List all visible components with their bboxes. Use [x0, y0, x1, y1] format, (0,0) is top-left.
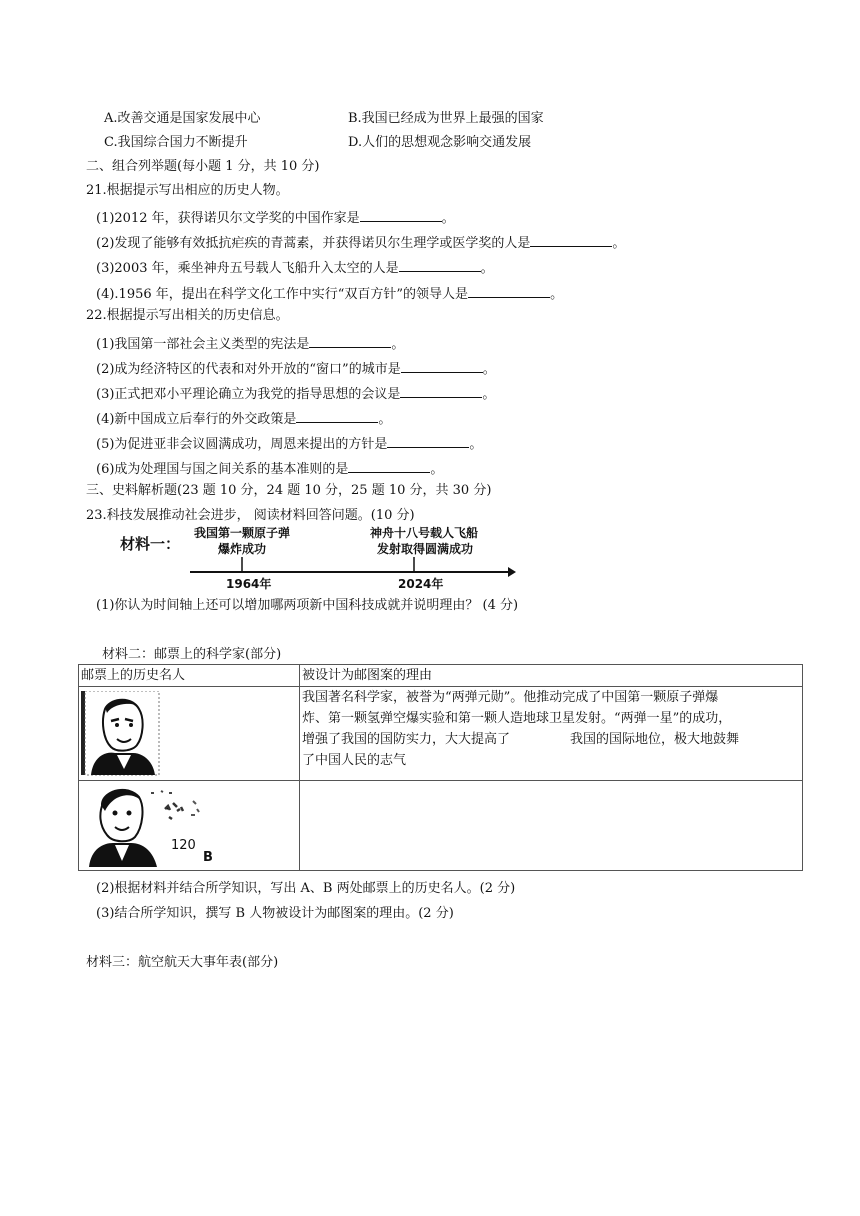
section2-heading: 二、组合列举题(每小题 1 分，共 10 分) — [86, 159, 320, 174]
q21-item-4: (4).1956 年，提出在科学文化工作中实行“双百方针”的领导人是 。 — [96, 283, 563, 304]
answer-blank[interactable] — [348, 458, 430, 473]
answer-blank[interactable] — [309, 333, 391, 348]
q22-item-6: (6)成为处理国与国之间关系的基本准则的是 。 — [96, 458, 443, 479]
stamp-b-reason[interactable] — [300, 781, 803, 871]
option-b: B.我国已经成为世界上最强的国家 — [348, 111, 544, 126]
timeline-event-2-line2: 发射取得圆满成功 — [377, 542, 474, 556]
stamp-a-cell — [79, 687, 300, 781]
material3-label: 材料三：航空航天大事年表(部分) — [86, 955, 279, 970]
answer-blank[interactable] — [401, 358, 483, 373]
table-header-name: 邮票上的历史名人 — [79, 665, 300, 687]
timeline-event-1-line1: 我国第一颗原子弹 — [194, 526, 291, 540]
answer-blank[interactable] — [360, 207, 442, 222]
q22-item-4: (4)新中国成立后奉行的外交政策是 。 — [96, 408, 391, 429]
q23-sub-3: (3)结合所学知识，撰写 B 人物被设计为邮图案的理由。(2 分) — [96, 906, 454, 921]
timeline-year-2: 2024年 — [398, 577, 444, 591]
q21-item-2: (2)发现了能够有效抵抗疟疾的青蒿素，并获得诺贝尔生理学或医学奖的人是 。 — [96, 232, 625, 253]
stamp-table — [78, 664, 803, 871]
q22-item-1: (1)我国第一部社会主义类型的宪法是 。 — [96, 333, 404, 354]
section3-heading: 三、史料解析题(23 题 10 分，24 题 10 分，25 题 10 分，共 30 分) — [86, 483, 492, 498]
answer-blank[interactable] — [530, 232, 612, 247]
timeline-year-1: 1964年 — [226, 577, 272, 591]
answer-blank[interactable] — [468, 283, 550, 298]
option-c: C.我国综合国力不断提升 — [104, 135, 248, 150]
q23-title: 23.科技发展推动社会进步， 阅读材料回答问题。(10 分) — [86, 508, 415, 523]
q22-item-5: (5)为促进亚非会议圆满成功，周恩来提出的方针是 。 — [96, 433, 482, 454]
q23-sub-1: (1)你认为时间轴上还可以增加哪两项新中国科技成就并说明理由？ (4 分) — [96, 598, 519, 613]
stamp-b-image: 120 B — [81, 781, 231, 867]
option-d: D.人们的思想观念影响交通发展 — [348, 135, 532, 150]
q22-item-3: (3)正式把邓小平理论确立为我党的指导思想的会议是 。 — [96, 383, 495, 404]
q21-title: 21.根据提示写出相应的历史人物。 — [86, 183, 289, 198]
q22-title: 22.根据提示写出相关的历史信息。 — [86, 308, 289, 323]
answer-blank[interactable] — [387, 433, 469, 448]
material1-label: 材料一： — [120, 535, 181, 553]
answer-blank[interactable] — [400, 383, 482, 398]
table-header-reason: 被设计为邮图案的理由 — [300, 665, 803, 687]
timeline-event-1-line2: 爆炸成功 — [218, 542, 267, 556]
stamp-b-cell — [79, 781, 300, 871]
option-a: A.改善交通是国家发展中心 — [104, 111, 261, 126]
stamp-a-reason: 我国著名科学家，被誉为“两弹元勋”。他推动完成了中国第一颗原子弹爆 炸、第一颗氢弹空爆实验和第一颗人造地球卫星发射。“两弹一星”的成功， 增强了我国的国防实力，大大提高了 我国的国际地位，极大地鼓舞 了中国人民的志气 — [300, 687, 803, 781]
answer-blank[interactable] — [399, 257, 481, 272]
answer-blank[interactable] — [296, 408, 378, 423]
material2-label: 材料二：邮票上的科学家(部分) — [102, 647, 282, 662]
q21-item-1: (1)2012 年，获得诺贝尔文学奖的中国作家是 。 — [96, 207, 455, 228]
timeline-event-2-line1: 神舟十八号载人飞船 — [370, 526, 479, 540]
q22-item-2: (2)成为经济特区的代表和对外开放的“窗口”的城市是 。 — [96, 358, 496, 379]
q23-sub-2: (2)根据材料并结合所学知识，写出 A、B 两处邮票上的历史名人。(2 分) — [96, 881, 516, 896]
stamp-a-image — [81, 691, 161, 769]
stamp-b-letter: B — [203, 850, 213, 865]
q21-item-3: (3)2003 年，乘坐神舟五号载人飞船升入太空的人是 。 — [96, 257, 494, 278]
